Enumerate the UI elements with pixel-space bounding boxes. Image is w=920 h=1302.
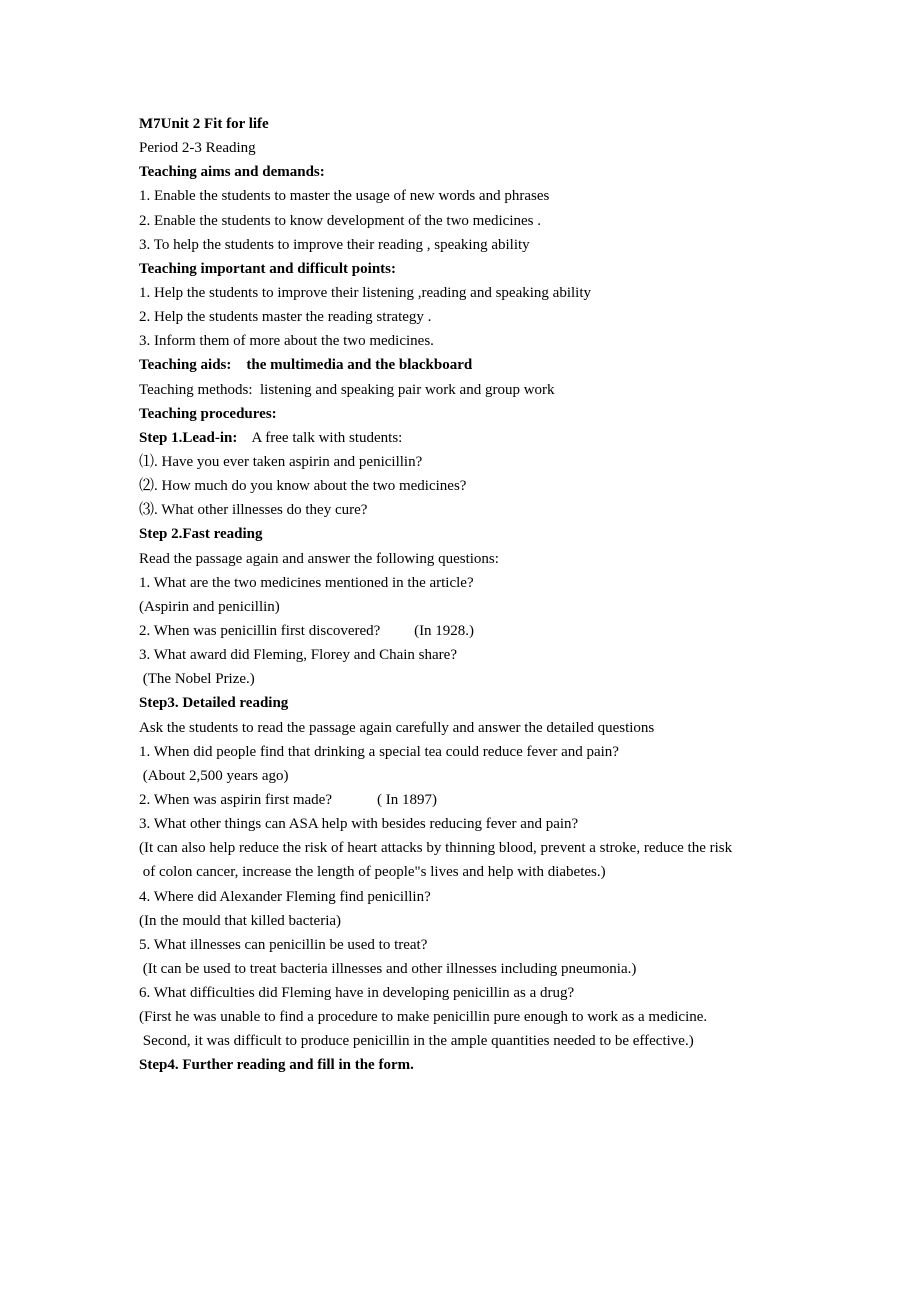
text-line: [139, 498, 899, 522]
body-text: A free talk with students:: [237, 429, 403, 446]
body-text: 3. To help the students to improve their reading , speaking ability: [139, 236, 530, 253]
body-text: (In the mould that killed bacteria): [139, 912, 342, 929]
body-text: 2. When was penicillin first discovered? (In 1928.): [139, 622, 475, 639]
text-line: [139, 522, 899, 546]
body-text: 3. What other things can ASA help with besides reducing fever and pain?: [139, 816, 579, 833]
text-line: [139, 450, 899, 474]
text-line: [139, 1053, 899, 1077]
body-text: ⑴. Have you ever taken aspirin and penicillin?: [139, 453, 423, 470]
text-line: [139, 112, 899, 136]
text-line: [139, 981, 899, 1005]
body-text: 2. When was aspirin first made? ( In 1897): [139, 791, 437, 808]
body-text: Second, it was difficult to produce penicillin in the ample quantities needed to be effective.): [139, 1033, 694, 1050]
text-line: [139, 160, 899, 184]
text-line: [139, 860, 899, 884]
text-line: [139, 716, 899, 740]
heading-text: Teaching aims and demands:: [139, 164, 325, 181]
text-line: [139, 184, 899, 208]
body-text: Ask the students to read the passage again carefully and answer the detailed questions: [139, 719, 655, 736]
text-line: [139, 281, 899, 305]
body-text: 3. What award did Fleming, Florey and Chain share?: [139, 647, 457, 664]
text-line: [139, 957, 899, 981]
document-body: [139, 112, 899, 1078]
text-line: [139, 233, 899, 257]
body-text: (Aspirin and penicillin): [139, 598, 280, 615]
body-text: 6. What difficulties did Fleming have in developing penicillin as a drug?: [139, 985, 575, 1002]
body-text: (It can also help reduce the risk of heart attacks by thinning blood, prevent a stroke, reduce the risk: [139, 840, 733, 857]
text-line: [139, 1029, 899, 1053]
text-line: [139, 643, 899, 667]
text-line: [139, 764, 899, 788]
text-line: [139, 547, 899, 571]
heading-text: Step 2.Fast reading: [139, 526, 263, 543]
text-line: [139, 329, 899, 353]
text-line: [139, 426, 899, 450]
body-text: ⑵. How much do you know about the two medicines?: [139, 478, 467, 495]
body-text: 4. Where did Alexander Fleming find penicillin?: [139, 888, 431, 905]
text-line: [139, 571, 899, 595]
heading-text: Teaching important and difficult points:: [139, 260, 396, 277]
body-text: 1. When did people find that drinking a special tea could reduce fever and pain?: [139, 743, 619, 760]
body-text: 2. Help the students master the reading strategy .: [139, 309, 432, 326]
text-line: [139, 909, 899, 933]
heading-text: Step3. Detailed reading: [139, 695, 289, 712]
heading-text: Teaching procedures:: [139, 405, 277, 422]
text-line: [139, 836, 899, 860]
text-line: [139, 353, 899, 377]
text-line: [139, 691, 899, 715]
text-line: [139, 788, 899, 812]
body-text: 1. What are the two medicines mentioned in the article?: [139, 574, 474, 591]
text-line: [139, 667, 899, 691]
text-line: [139, 305, 899, 329]
text-line: [139, 209, 899, 233]
body-text: (About 2,500 years ago): [139, 767, 289, 784]
body-text: 3. Inform them of more about the two medicines.: [139, 333, 434, 350]
text-line: [139, 595, 899, 619]
body-text: Read the passage again and answer the following questions:: [139, 550, 499, 567]
heading-text: Step4. Further reading and fill in the form.: [139, 1057, 414, 1074]
body-text: 1. Enable the students to master the usage of new words and phrases: [139, 188, 550, 205]
text-line: [139, 474, 899, 498]
heading-text: M7Unit 2 Fit for life: [139, 116, 269, 132]
body-text: (The Nobel Prize.): [139, 671, 255, 688]
text-line: [139, 885, 899, 909]
text-line: [139, 933, 899, 957]
body-text: 1. Help the students to improve their listening ,reading and speaking ability: [139, 284, 591, 301]
body-text: Period 2-3 Reading: [139, 140, 256, 157]
body-text: ⑶. What other illnesses do they cure?: [139, 502, 368, 519]
text-line: [139, 402, 899, 426]
body-text: Teaching methods: listening and speaking pair work and group work: [139, 381, 555, 398]
text-line: [139, 1005, 899, 1029]
body-text: 5. What illnesses can penicillin be used to treat?: [139, 936, 428, 953]
text-line: [139, 257, 899, 281]
heading-text: Teaching aids: the multimedia and the blackboard: [139, 357, 473, 374]
text-line: [139, 378, 899, 402]
body-text: (First he was unable to find a procedure to make penicillin pure enough to work as a medicine.: [139, 1009, 708, 1026]
text-line: [139, 619, 899, 643]
heading-text: Step 1.Lead-in:: [139, 429, 238, 446]
text-line: [139, 740, 899, 764]
text-line: [139, 812, 899, 836]
text-line: [139, 136, 899, 160]
body-text: of colon cancer, increase the length of people"s lives and help with diabetes.): [139, 864, 606, 881]
body-text: 2. Enable the students to know development of the two medicines .: [139, 212, 541, 229]
body-text: (It can be used to treat bacteria illnesses and other illnesses including pneumonia.): [139, 960, 637, 977]
